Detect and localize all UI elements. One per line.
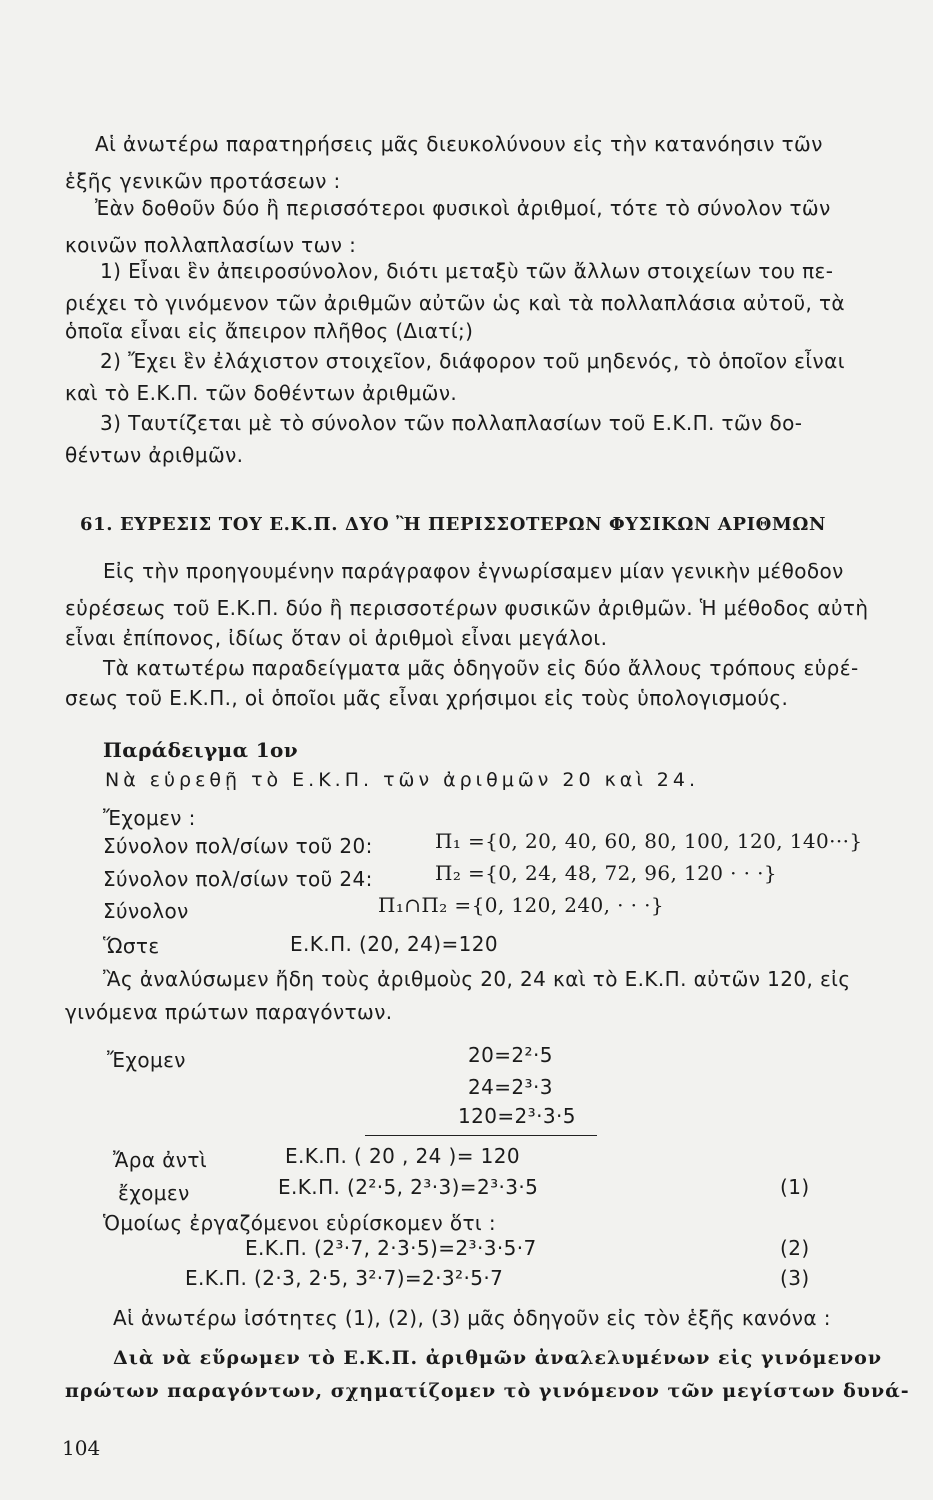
equation-number-2: (2) [780,1236,810,1260]
intro-line: ἑξῆς γενικῶν προτάσεων : [65,169,341,193]
factor-24: 24=2³·3 [468,1075,553,1099]
factor-120: 120=2³·3·5 [458,1104,576,1128]
set-expr-20: Π₁ ={0, 20, 40, 60, 80, 100, 120, 140···} [435,829,863,853]
conclusion-line: Αἱ ἀνωτέρω ἰσότητες (1), (2), (3) μᾶς ὁδηγοῦν εἰς τὸν ἑξῆς κανόνα : [113,1306,831,1330]
list-item-1: 1) Εἶναι ἓν ἀπειροσύνολον, διότι μεταξὺ τῶν ἄλλων στοιχείων του πε- [100,259,834,283]
set-label-24: Σύνολον πολ/σίων τοῦ 24: [103,867,373,891]
list-item-3: 3) Ταυτίζεται μὲ τὸ σύνολον τῶν πολλαπλασίων τοῦ Ε.Κ.Π. τῶν δο- [100,411,803,435]
we-have-expr: Ε.Κ.Π. (2²·5, 2³·3)=2³·3·5 [278,1175,539,1199]
therefore-expr: Ε.Κ.Π. ( 20 , 24 )= 120 [285,1144,521,1168]
set-label-intersection: Σύνολον [103,899,189,923]
set-label-20: Σύνολον πολ/σίων τοῦ 20: [103,834,373,858]
analysis-line: γινόμενα πρώτων παραγόντων. [65,1000,393,1024]
factor-20: 20=2²·5 [468,1043,553,1067]
section-paragraph-line: Τὰ κατωτέρω παραδείγματα μᾶς ὁδηγοῦν εἰς δύο ἄλλους τρόπους εὑρέ- [103,656,859,680]
list-item-2-cont: καὶ τὸ Ε.Κ.Π. τῶν δοθέντων ἀριθμῶν. [65,381,458,405]
section-paragraph-line: Εἰς τὴν προηγουμένην παράγραφον ἐγνωρίσαμεν μίαν γενικὴν μέθοδον [103,559,844,583]
factor-label: Ἔχομεν [107,1048,186,1072]
example-task: Νὰ εὑρεθῇ τὸ Ε.Κ.Π. τῶν ἀριθμῶν 20 καὶ 24. [105,769,700,791]
hence-expr: Ε.Κ.Π. (20, 24)=120 [290,932,498,956]
section-paragraph-line: εὑρέσεως τοῦ Ε.Κ.Π. δύο ἢ περισσοτέρων φυσικῶν ἀριθμῶν. Ἡ μέθοδος αὐτὴ [65,596,869,620]
similarly-line: Ὁμοίως ἐργαζόμενοι εὑρίσκομεν ὅτι : [103,1211,496,1235]
list-item-1-cont: ὁποῖα εἶναι εἰς ἄπειρον πλῆθος (Διατί;) [65,319,474,343]
we-have-label: ἔχομεν [118,1181,190,1205]
equation-number-1: (1) [780,1175,810,1199]
list-item-1-cont: ριέχει τὸ γινόμενον τῶν ἀριθμῶν αὐτῶν ὡς καὶ τὰ πολλαπλάσια αὐτοῦ, τὰ [65,291,846,315]
rule-line: Διὰ νὰ εὕρωμεν τὸ Ε.Κ.Π. ἀριθμῶν ἀναλελυμένων εἰς γινόμενον [113,1347,883,1369]
rule-line: πρώτων παραγόντων, σχηματίζομεν τὸ γινόμενον τῶν μεγίστων δυνά- [65,1380,910,1402]
analysis-line: Ἂς ἀναλύσωμεν ἤδη τοὺς ἀριθμοὺς 20, 24 καὶ τὸ Ε.Κ.Π. αὐτῶν 120, εἰς [103,967,851,991]
section-heading: 61. ΕΥΡΕΣΙΣ ΤΟΥ Ε.Κ.Π. ΔΥΟ Ἢ ΠΕΡΙΣΣΟΤΕΡΩΝ ΦΥΣΙΚΩΝ ΑΡΙΘΜΩΝ [80,514,827,535]
fraction-rule [365,1135,597,1136]
therefore-label: Ἄρα ἀντὶ [113,1148,207,1172]
example-title: Παράδειγμα 1ον [103,738,299,762]
equation-3: Ε.Κ.Π. (2·3, 2·5, 3²·7)=2·3²·5·7 [185,1266,504,1290]
intro-line: Ἐὰν δοθοῦν δύο ἢ περισσότεροι φυσικοὶ ἀριθμοί, τότε τὸ σύνολον τῶν [95,196,831,220]
equation-number-3: (3) [780,1266,810,1290]
set-expr-intersection: Π₁∩Π₂ ={0, 120, 240, · · ·} [378,893,665,917]
intro-line: Αἱ ἀνωτέρω παρατηρήσεις μᾶς διευκολύνουν εἰς τὴν κατανόησιν τῶν [95,132,823,156]
example-have: Ἔχομεν : [103,806,196,830]
list-item-3-cont: θέντων ἀριθμῶν. [65,443,244,467]
section-paragraph-line: εἶναι ἐπίπονος, ἰδίως ὅταν οἱ ἀριθμοὶ εἶναι μεγάλοι. [65,626,608,650]
list-item-2: 2) Ἔχει ἓν ἐλάχιστον στοιχεῖον, διάφορον τοῦ μηδενός, τὸ ὁποῖον εἶναι [100,349,845,373]
page-number: 104 [62,1436,101,1460]
intro-line: κοινῶν πολλαπλασίων των : [65,233,357,257]
set-expr-24: Π₂ ={0, 24, 48, 72, 96, 120 · · ·} [435,861,778,885]
equation-2: Ε.Κ.Π. (2³·7, 2·3·5)=2³·3·5·7 [245,1236,537,1260]
section-paragraph-line: σεως τοῦ Ε.Κ.Π., οἱ ὁποῖοι μᾶς εἶναι χρήσιμοι εἰς τοὺς ὑπολογισμούς. [65,686,789,710]
hence-label: Ὥστε [103,934,160,958]
